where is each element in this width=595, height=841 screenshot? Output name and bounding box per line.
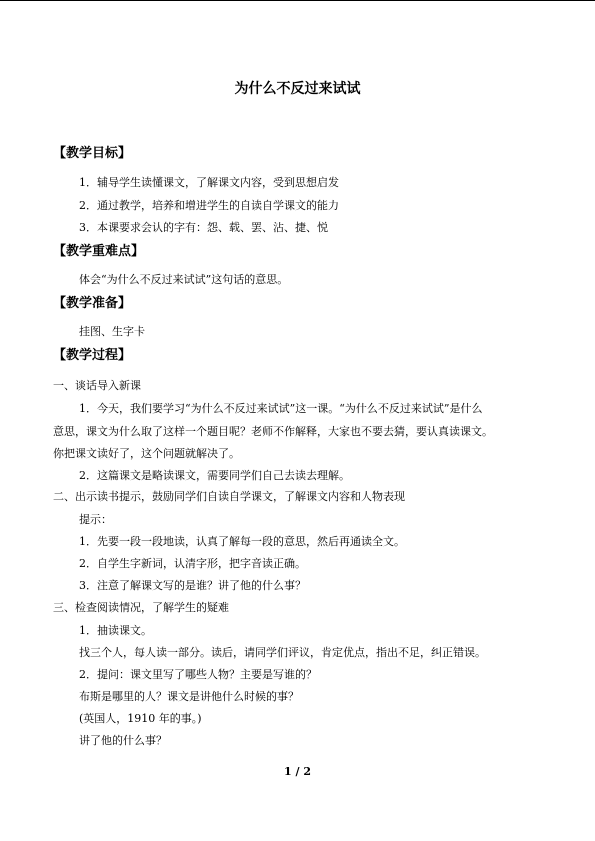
preparation-text: 挂图、生字卡 (79, 325, 145, 338)
process-paragraph: 2．这篇课文是略读课文，需要同学们自己去读去理解。 (79, 469, 350, 482)
process-section-2: 二、出示读书提示，鼓励同学们自读自学课文，了解课文内容和人物表现 (53, 490, 405, 503)
process-paragraph: 布斯是哪里的人？课文是讲他什么时候的事？ (79, 690, 299, 703)
heading-process: 【教学过程】 (53, 348, 132, 363)
top-border-line (0, 0, 595, 1)
goal-item-2: 2．通过教学，培养和增进学生的自读自学课文的能力 (79, 199, 339, 212)
process-section-3: 三、检查阅读情况，了解学生的疑难 (53, 601, 229, 614)
process-paragraph: 1．抽读课文。 (79, 624, 152, 637)
heading-key-points: 【教学重难点】 (53, 244, 145, 259)
process-paragraph: 你把课文读好了，这个问题就解决了。 (53, 447, 240, 460)
goal-item-3: 3．本课要求会认的字有：怨、载、罢、沾、捷、悦 (79, 221, 328, 234)
document-title: 为什么不反过来试试 (234, 81, 361, 97)
process-paragraph: 1．今天，我们要学习“为什么不反过来试试”这一课。“为什么不反过来试试”是什么 (79, 402, 483, 415)
process-paragraph: 意思，课文为什么取了这样一个题目呢？老师不作解释，大家也不要去猜，要认真读课文。 (53, 425, 493, 438)
process-paragraph: 2．自学生字新词，认清字形，把字音读正确。 (79, 557, 306, 570)
key-points-text: 体会“为什么不反过来试试”这句话的意思。 (79, 273, 289, 286)
process-paragraph: 1．先要一段一段地读，认真了解每一段的意思，然后再通读全文。 (79, 535, 405, 548)
goal-item-1: 1．辅导学生读懂课文，了解课文内容，受到思想启发 (79, 176, 339, 189)
process-paragraph: 提示： (79, 513, 112, 526)
process-paragraph: 3．注意了解课文写的是谁？讲了他的什么事？ (79, 579, 306, 592)
page-number: 1 / 2 (284, 765, 311, 778)
process-paragraph: (英国人，1910 年的事。) (79, 712, 202, 725)
process-paragraph: 2．提问：课文里写了哪些人物？主要是写谁的？ (79, 668, 317, 681)
process-paragraph: 讲了他的什么事？ (79, 734, 167, 747)
process-section-1: 一、谈话导入新课 (53, 379, 141, 392)
heading-teaching-goals: 【教学目标】 (53, 146, 132, 161)
heading-preparation: 【教学准备】 (53, 296, 132, 311)
process-paragraph: 找三个人，每人读一部分。读后，请同学们评议，肯定优点，指出不足，纠正错误。 (79, 646, 486, 659)
